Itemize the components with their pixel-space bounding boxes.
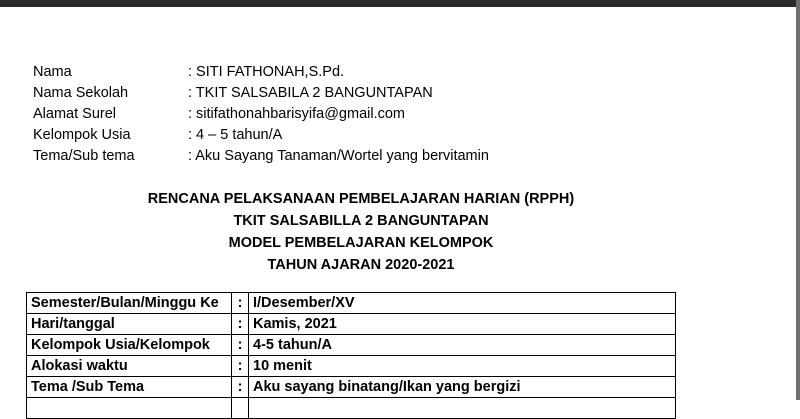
identity-label: Nama Sekolah — [33, 85, 129, 101]
identity-value: : TKIT SALSABILA 2 BANGUNTAPAN — [188, 85, 433, 101]
table-cell-colon: : — [232, 356, 249, 377]
table-row — [27, 293, 676, 314]
heading-title: RENCANA PELAKSANAAN PEMBELAJARAN HARIAN (RPPH) — [147, 191, 575, 207]
table-row — [27, 398, 676, 419]
heading-year: TAHUN AJARAN 2020-2021 — [267, 257, 455, 273]
table-row — [27, 356, 676, 377]
table-cell-colon: : — [232, 314, 249, 335]
table-cell-label: Semester/Bulan/Minggu Ke — [27, 293, 232, 314]
document-heading — [0, 188, 722, 276]
table-cell-value: Aku sayang binatang/Ikan yang bergizi — [249, 377, 676, 398]
identity-row-nama-sekolah — [33, 83, 489, 104]
table-row — [27, 335, 676, 356]
table-cell-value: Kamis, 2021 — [249, 314, 676, 335]
table-row — [27, 377, 676, 398]
identity-value: : SITI FATHONAH,S.Pd. — [188, 64, 345, 80]
table-cell-colon: : — [232, 293, 249, 314]
table-cell-colon: : — [232, 335, 249, 356]
table-cell-value: 10 menit — [249, 356, 676, 377]
window-top-bar — [0, 0, 800, 7]
table-cell-label: Alokasi waktu — [27, 356, 232, 377]
table-cell-label: Kelompok Usia/Kelompok — [27, 335, 232, 356]
identity-label: Alamat Surel — [33, 106, 117, 122]
identity-label: Tema/Sub tema — [33, 148, 135, 164]
identity-block — [33, 62, 489, 167]
heading-model: MODEL PEMBELAJARAN KELOMPOK — [228, 235, 494, 251]
table-cell-label: Hari/tanggal — [27, 314, 232, 335]
table-cell-value: 4-5 tahun/A — [249, 335, 676, 356]
heading-school: TKIT SALSABILLA 2 BANGUNTAPAN — [233, 213, 489, 229]
vertical-scrollbar[interactable] — [796, 0, 800, 400]
table-cell-value — [249, 398, 676, 419]
table-cell-colon — [232, 398, 249, 419]
table-cell-label — [27, 398, 232, 419]
table-row — [27, 314, 676, 335]
table-cell-value: I/Desember/XV — [249, 293, 676, 314]
identity-row-tema — [33, 146, 489, 167]
identity-label: Nama — [33, 64, 72, 80]
identity-row-alamat-surel — [33, 104, 489, 125]
identity-label: Kelompok Usia — [33, 127, 131, 143]
table-cell-label: Tema /Sub Tema — [27, 377, 232, 398]
table-cell-colon: : — [232, 377, 249, 398]
identity-row-kelompok-usia — [33, 125, 489, 146]
identity-value: : Aku Sayang Tanaman/Wortel yang bervitamin — [188, 148, 489, 164]
identity-row-nama — [33, 62, 489, 83]
identity-value: : 4 – 5 tahun/A — [188, 127, 283, 143]
identity-value: : sitifathonahbarisyifa@gmail.com — [188, 106, 406, 122]
